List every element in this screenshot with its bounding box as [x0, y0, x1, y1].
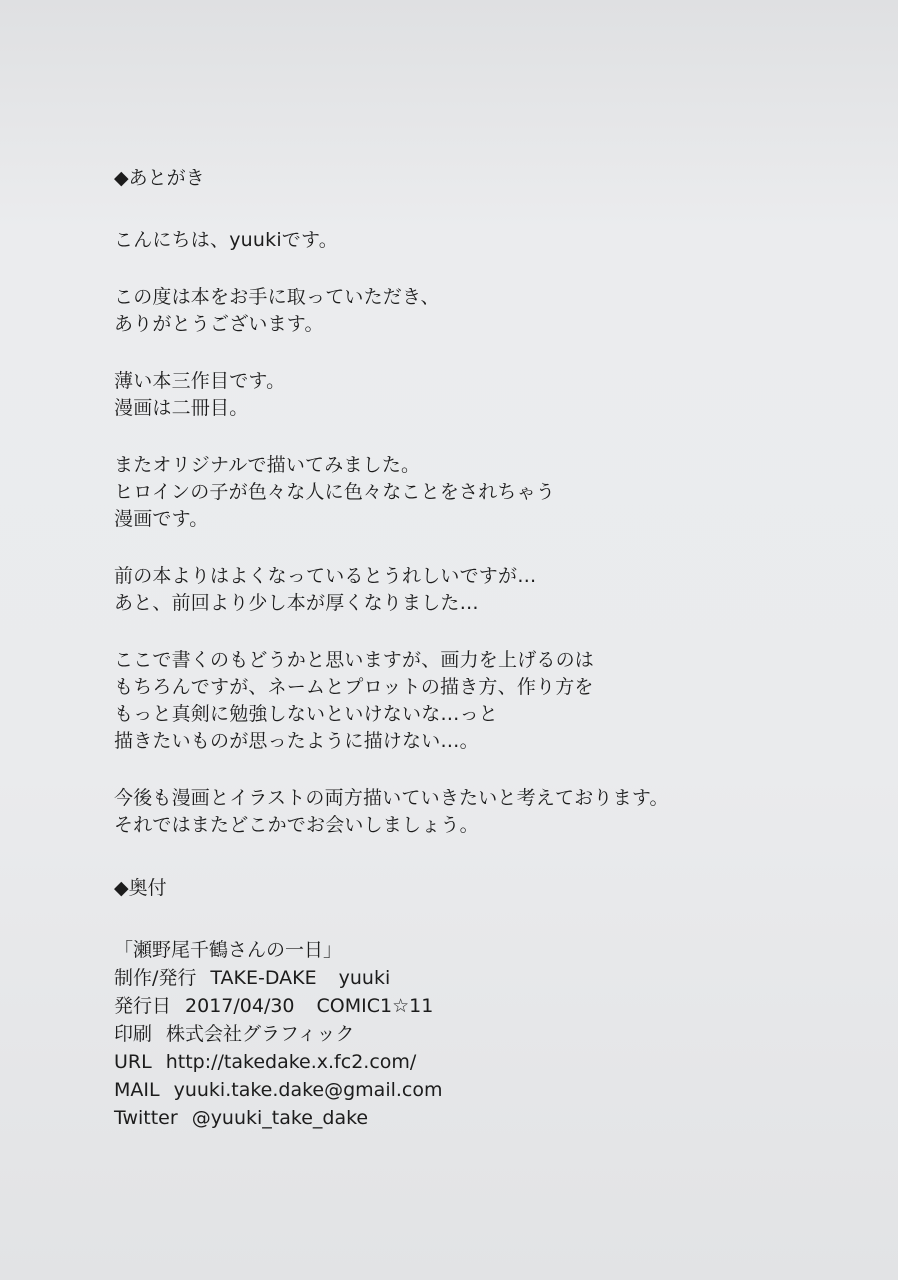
text-line: ここで書くのもどうかと思いますが、画力を上げるのは [114, 649, 595, 671]
colophon-producer-row [114, 964, 854, 992]
text-line: 漫画です。 [114, 508, 209, 530]
text-line: ありがとうございます。 [114, 313, 324, 335]
issue-label: 発行日 [114, 995, 172, 1017]
colophon-url-row [114, 1048, 854, 1076]
twitter-label: Twitter [114, 1107, 178, 1129]
colophon-section [114, 875, 854, 1132]
paragraph-greeting [114, 227, 854, 254]
text-line: あと、前回より少し本が厚くなりました… [114, 592, 479, 614]
author-name: yuuki [338, 967, 391, 989]
paragraph-closing [114, 785, 854, 839]
text-line: もちろんですが、ネームとプロットの描き方、作り方を [114, 676, 594, 698]
text-line: 描きたいものが思ったように描けない…。 [114, 730, 479, 752]
issue-date: 2017/04/30 [185, 995, 295, 1017]
colophon-title: 「瀬野尾千鶴さんの一日」 [114, 939, 343, 961]
mail-label: MAIL [114, 1079, 160, 1101]
colophon-print-row [114, 1020, 854, 1048]
mail-value: yuuki.take.dake@gmail.com [173, 1079, 443, 1101]
text-line: 今後も漫画とイラストの両方描いていきたいと考えております。 [114, 787, 669, 809]
print-label: 印刷 [114, 1023, 153, 1045]
colophon-issue-row [114, 992, 854, 1020]
print-company: 株式会社グラフィック [166, 1023, 355, 1045]
text-line: 前の本よりはよくなっているとうれしいですが… [114, 565, 537, 587]
url-label: URL [114, 1051, 152, 1073]
text-line: 薄い本三作目です。 [114, 370, 286, 392]
circle-name: TAKE-DAKE [210, 967, 317, 989]
twitter-handle: @yuuki_take_dake [191, 1107, 369, 1129]
text-line: それではまたどこかでお会いしましょう。 [114, 814, 479, 836]
text-line: ヒロインの子が色々な人に色々なことをされちゃう [114, 481, 556, 503]
text-line: またオリジナルで描いてみました。 [114, 454, 421, 476]
text-line: もっと真剣に勉強しないといけないな…っと [114, 703, 499, 725]
colophon-twitter-row [114, 1104, 854, 1132]
colophon-heading: ◆奥付 [114, 877, 167, 899]
producer-label: 制作/発行 [114, 967, 197, 989]
url-value: http://takedake.x.fc2.com/ [165, 1051, 417, 1073]
paragraph-count [114, 368, 854, 422]
colophon-mail-row [114, 1076, 854, 1104]
paragraph-thanks [114, 284, 854, 338]
paragraph-study [114, 647, 854, 755]
afterword-section [114, 165, 854, 869]
text-line: 漫画は二冊目。 [114, 397, 249, 419]
text-line: この度は本をお手に取っていただき、 [114, 286, 440, 308]
text-line: こんにちは、yuukiです。 [114, 229, 338, 251]
issue-event: COMIC1☆11 [316, 995, 434, 1017]
paragraph-improvement [114, 563, 854, 617]
afterword-heading: ◆あとがき [114, 167, 205, 189]
paragraph-original [114, 452, 854, 533]
